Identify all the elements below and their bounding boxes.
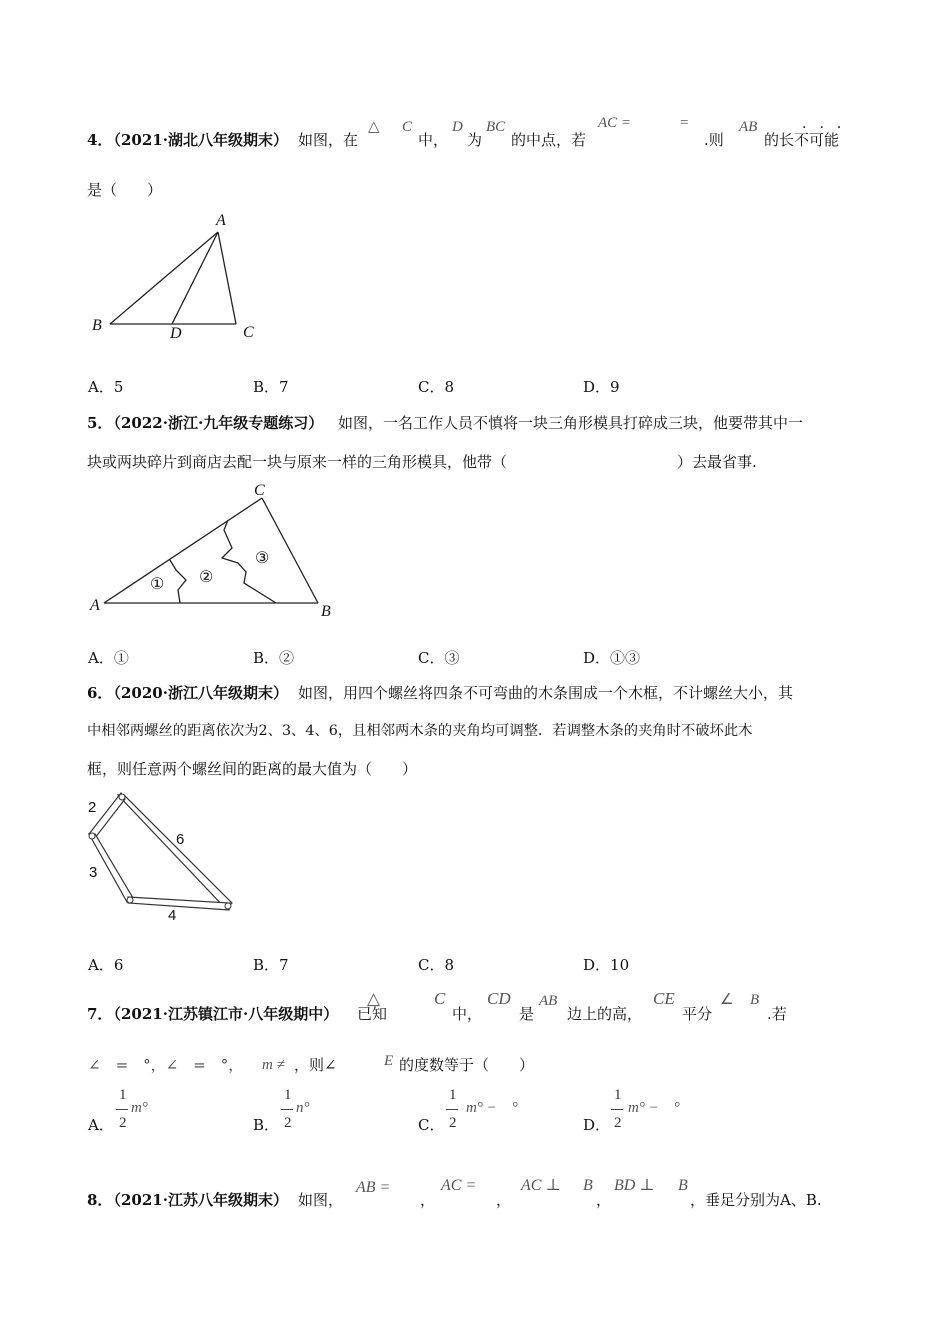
q4-text: 的中点，若	[511, 131, 587, 149]
q4-text-line2: 是（ ）	[87, 181, 163, 199]
q5-piece-2: ②	[199, 567, 214, 586]
q7-text: ，则∠	[294, 1056, 337, 1074]
q7-text: 平分	[682, 1005, 713, 1023]
q7-option-c[interactable]: C．	[418, 1116, 445, 1134]
q7-option-b[interactable]: B．	[253, 1116, 280, 1134]
q4-label-b: B	[92, 317, 102, 334]
q7-math-cd: CD	[487, 989, 511, 1008]
fraction-numerator: 1	[119, 1087, 127, 1103]
q7-math-ab: AB	[539, 993, 558, 1009]
q5-option-b[interactable]: B．②	[253, 649, 295, 667]
q7-option-a[interactable]: A．	[88, 1116, 114, 1134]
q4-option-a[interactable]: A．5	[88, 378, 124, 396]
q6-side-4: 4	[168, 907, 177, 924]
q6-side-6: 6	[176, 831, 185, 848]
q8-text: ，垂足分别为A、B.	[690, 1191, 822, 1209]
q7-math-e: E	[384, 1053, 394, 1069]
q4-math-bc: BC	[486, 119, 506, 135]
q8-source: （2021·江苏八年级期末）	[106, 1191, 288, 1209]
fraction-numerator: 1	[449, 1087, 457, 1103]
q5-text-line1: 如图，一名工作人员不慎将一块三角形模具打碎成三块，他要带其中一	[338, 414, 804, 432]
q8-math-bd-perp: BD ⊥	[614, 1177, 655, 1194]
q7-option-d[interactable]: D．	[583, 1116, 611, 1134]
q5-source: （2022·浙江·九年级专题练习）	[106, 414, 324, 432]
q7-math-ce: CE	[653, 989, 675, 1008]
q8-math-ab: AB =	[356, 1179, 391, 1196]
q8-text: ，	[596, 1191, 612, 1209]
q7-source: （2021·江苏镇江市·八年级期中）	[106, 1005, 339, 1023]
q5-number: 5．	[87, 414, 113, 432]
fraction-bar	[446, 1109, 458, 1110]
fraction-bar	[281, 1109, 293, 1110]
q7-text: 中，	[452, 1005, 483, 1023]
fraction-numerator: 1	[614, 1087, 622, 1103]
q7-text: 的度数等于（ ）	[399, 1056, 535, 1074]
q6-source: （2020·浙江八年级期末）	[106, 684, 288, 702]
q4-option-d[interactable]: D．9	[583, 378, 620, 396]
q5-option-a[interactable]: A．①	[88, 649, 129, 667]
q6-text-line3: 框，则任意两个螺丝间的距离的最大值为（ ）	[87, 760, 418, 778]
q8-math-b1: B	[583, 1177, 593, 1194]
fraction-bar	[611, 1109, 623, 1110]
q7-text: 已知	[357, 1005, 388, 1023]
angle-symbol: ∠	[720, 992, 734, 1008]
fraction-denominator: 2	[119, 1115, 127, 1131]
fraction-denominator: 2	[614, 1115, 622, 1131]
q5-piece-1: ①	[150, 574, 165, 593]
fraction-denominator: 2	[449, 1115, 457, 1131]
q8-math-b2: B	[678, 1177, 688, 1194]
q6-option-d[interactable]: D．10	[583, 956, 630, 974]
q6-option-b[interactable]: B．7	[253, 956, 289, 974]
q7-number: 7．	[87, 1005, 113, 1023]
q4-math-ab: AB	[739, 119, 758, 135]
fraction-bar	[116, 1109, 128, 1110]
q4-math-eq: =	[680, 115, 689, 131]
triangle-symbol: △	[368, 119, 380, 135]
q8-text: ，	[496, 1191, 512, 1209]
q7-math-b: B	[750, 992, 760, 1008]
q5-label-c: C	[254, 482, 265, 499]
q8-text: ，	[420, 1191, 436, 1209]
q5-text-line2: 块或两块碎片到商店去配一块与原来一样的三角形模具，他带（	[87, 453, 508, 471]
fraction-denominator: 2	[284, 1115, 292, 1131]
q8-math-ac-perp: AC ⊥	[521, 1177, 561, 1194]
q5-piece-3: ③	[255, 548, 270, 567]
q4-text: 为	[467, 131, 483, 149]
q7-option-c-expr: m° − °	[466, 1100, 518, 1116]
q4-text: .则	[704, 131, 724, 149]
q7-math-m-neq: m ≠	[262, 1057, 285, 1073]
q4-math-d: D	[452, 119, 463, 135]
q4-math-ac: AC =	[598, 115, 632, 131]
q7-option-a-expr: m°	[131, 1100, 148, 1116]
q6-option-a[interactable]: A．6	[88, 956, 124, 974]
q6-text-line1: 如图，用四个螺丝将四条不可弯曲的木条围成一个木框，不计螺丝大小，其	[298, 684, 794, 702]
emphasis-dots: ···	[802, 120, 855, 136]
q4-label-d: D	[170, 325, 182, 342]
q8-math-ac: AC =	[441, 1177, 477, 1194]
q6-text-line2: 中相邻两螺丝的距离依次为2、3、4、6，且相邻两木条的夹角均可调整．若调整木条的夹角时不破坏此木	[87, 723, 753, 739]
q4-math-c: C	[402, 119, 413, 135]
q4-option-b[interactable]: B．7	[253, 378, 289, 396]
q6-option-c[interactable]: C．8	[418, 956, 455, 974]
q5-text-line2-end: ）去最省事.	[677, 453, 757, 471]
q8-text: 如图，	[298, 1191, 344, 1209]
q7-text-line2: ∠ = °，∠ = °，	[88, 1056, 244, 1074]
triangle-symbol: △	[367, 989, 381, 1008]
q7-option-b-expr: n°	[296, 1100, 310, 1116]
q7-text: 边上的高，	[567, 1005, 643, 1023]
q5-label-a: A	[90, 597, 100, 614]
q7-option-d-expr: m° − °	[628, 1100, 680, 1116]
q4-source: （2021·湖北八年级期末）	[106, 131, 288, 149]
q6-number: 6．	[87, 684, 113, 702]
q4-text: 的长不可能	[764, 131, 840, 149]
q4-text: 如图，在	[298, 131, 359, 149]
q5-label-b: B	[321, 603, 331, 620]
q8-number: 8．	[87, 1191, 113, 1209]
q5-option-d[interactable]: D．①③	[583, 649, 641, 667]
q7-text: .若	[767, 1005, 787, 1023]
q4-option-c[interactable]: C．8	[418, 378, 455, 396]
fraction-numerator: 1	[284, 1087, 292, 1103]
q4-label-c: C	[243, 324, 254, 341]
q7-math-c: C	[434, 989, 446, 1008]
q6-side-3: 3	[89, 864, 98, 881]
q6-side-2: 2	[88, 799, 97, 816]
q5-option-c[interactable]: C．③	[418, 649, 460, 667]
q4-number: 4．	[87, 131, 113, 149]
q4-label-a: A	[216, 212, 226, 229]
q7-text: 是	[519, 1005, 535, 1023]
q4-text: 中，	[418, 131, 449, 149]
